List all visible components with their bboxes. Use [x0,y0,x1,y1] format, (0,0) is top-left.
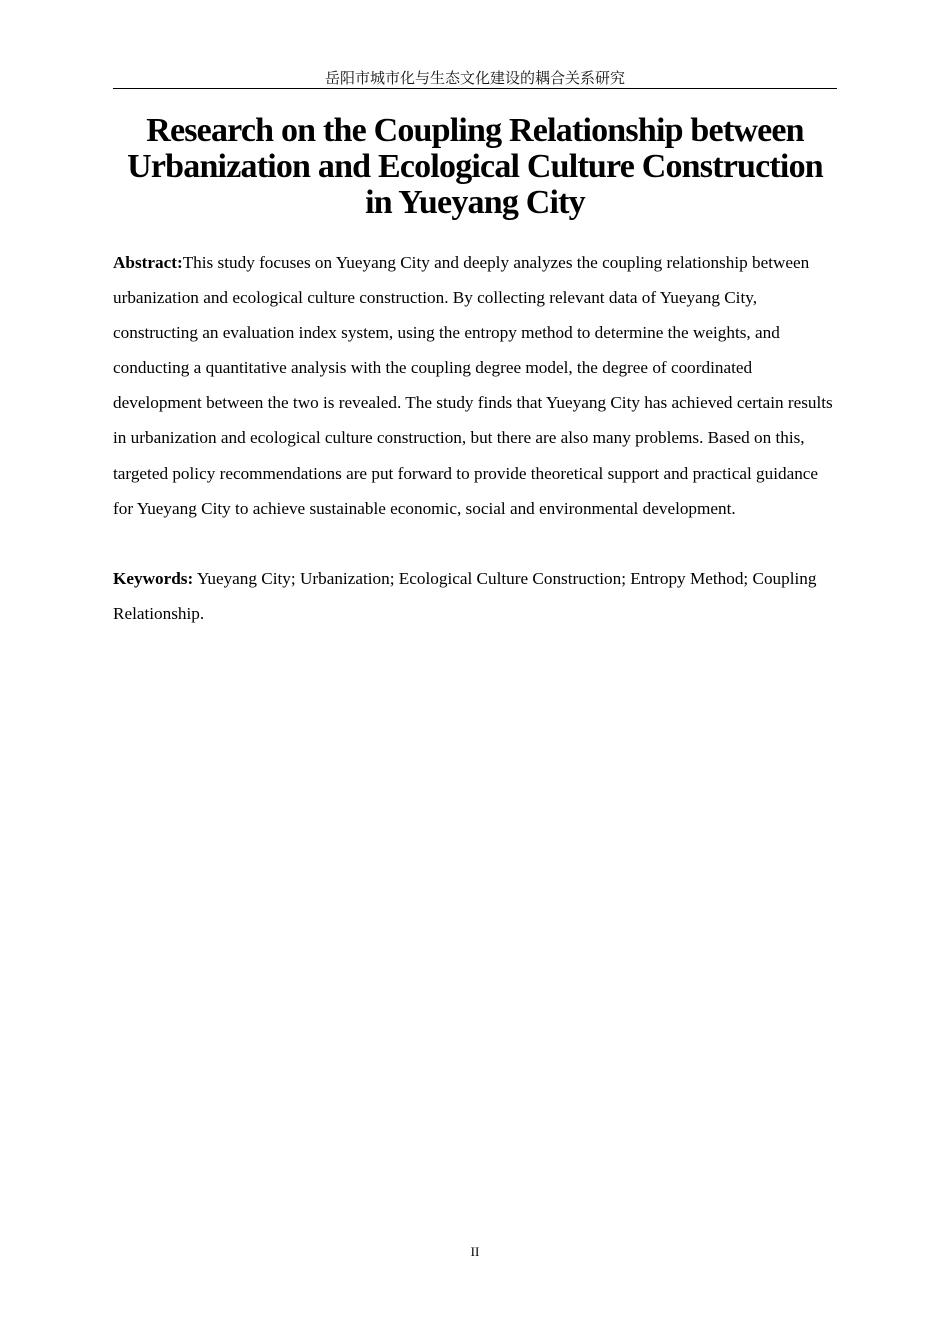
paper-title [100,113,850,221]
title-line-1: Research on the Coupling Relationship between [146,112,804,149]
keywords-paragraph [113,561,839,631]
keywords-label: Keywords: [113,569,194,588]
abstract-text: This study focuses on Yueyang City and deeply analyzes the coupling relationship between urbanization and ecological culture construction. By collecting relevant data of Yueyang City, constructing an evaluation index system, using the entropy method to determine the weights, and conducting a quantitative analysis with the coupling degree model, the degree of coordinated development between the two is revealed. The study finds that Yueyang City has achieved certain results in urbanization and ecological culture construction, but there are also many problems. Based on this, targeted policy recommendations are put forward to provide theoretical support and practical guidance for Yueyang City to achieve sustainable economic, social and environmental development. [113,253,833,518]
page-number: II [470,1244,480,1259]
running-header [113,68,837,89]
title-line-2: Urbanization and Ecological Culture Construction [127,148,823,185]
abstract-label: Abstract: [113,253,183,272]
keywords-text: Yueyang City; Urbanization; Ecological Culture Construction; Entropy Method; Coupling Relationship. [113,569,817,624]
abstract-paragraph [113,245,839,526]
title-line-3: in Yueyang City [365,184,585,221]
running-header-title: 岳阳市城市化与生态文化建设的耦合关系研究 [324,69,625,87]
